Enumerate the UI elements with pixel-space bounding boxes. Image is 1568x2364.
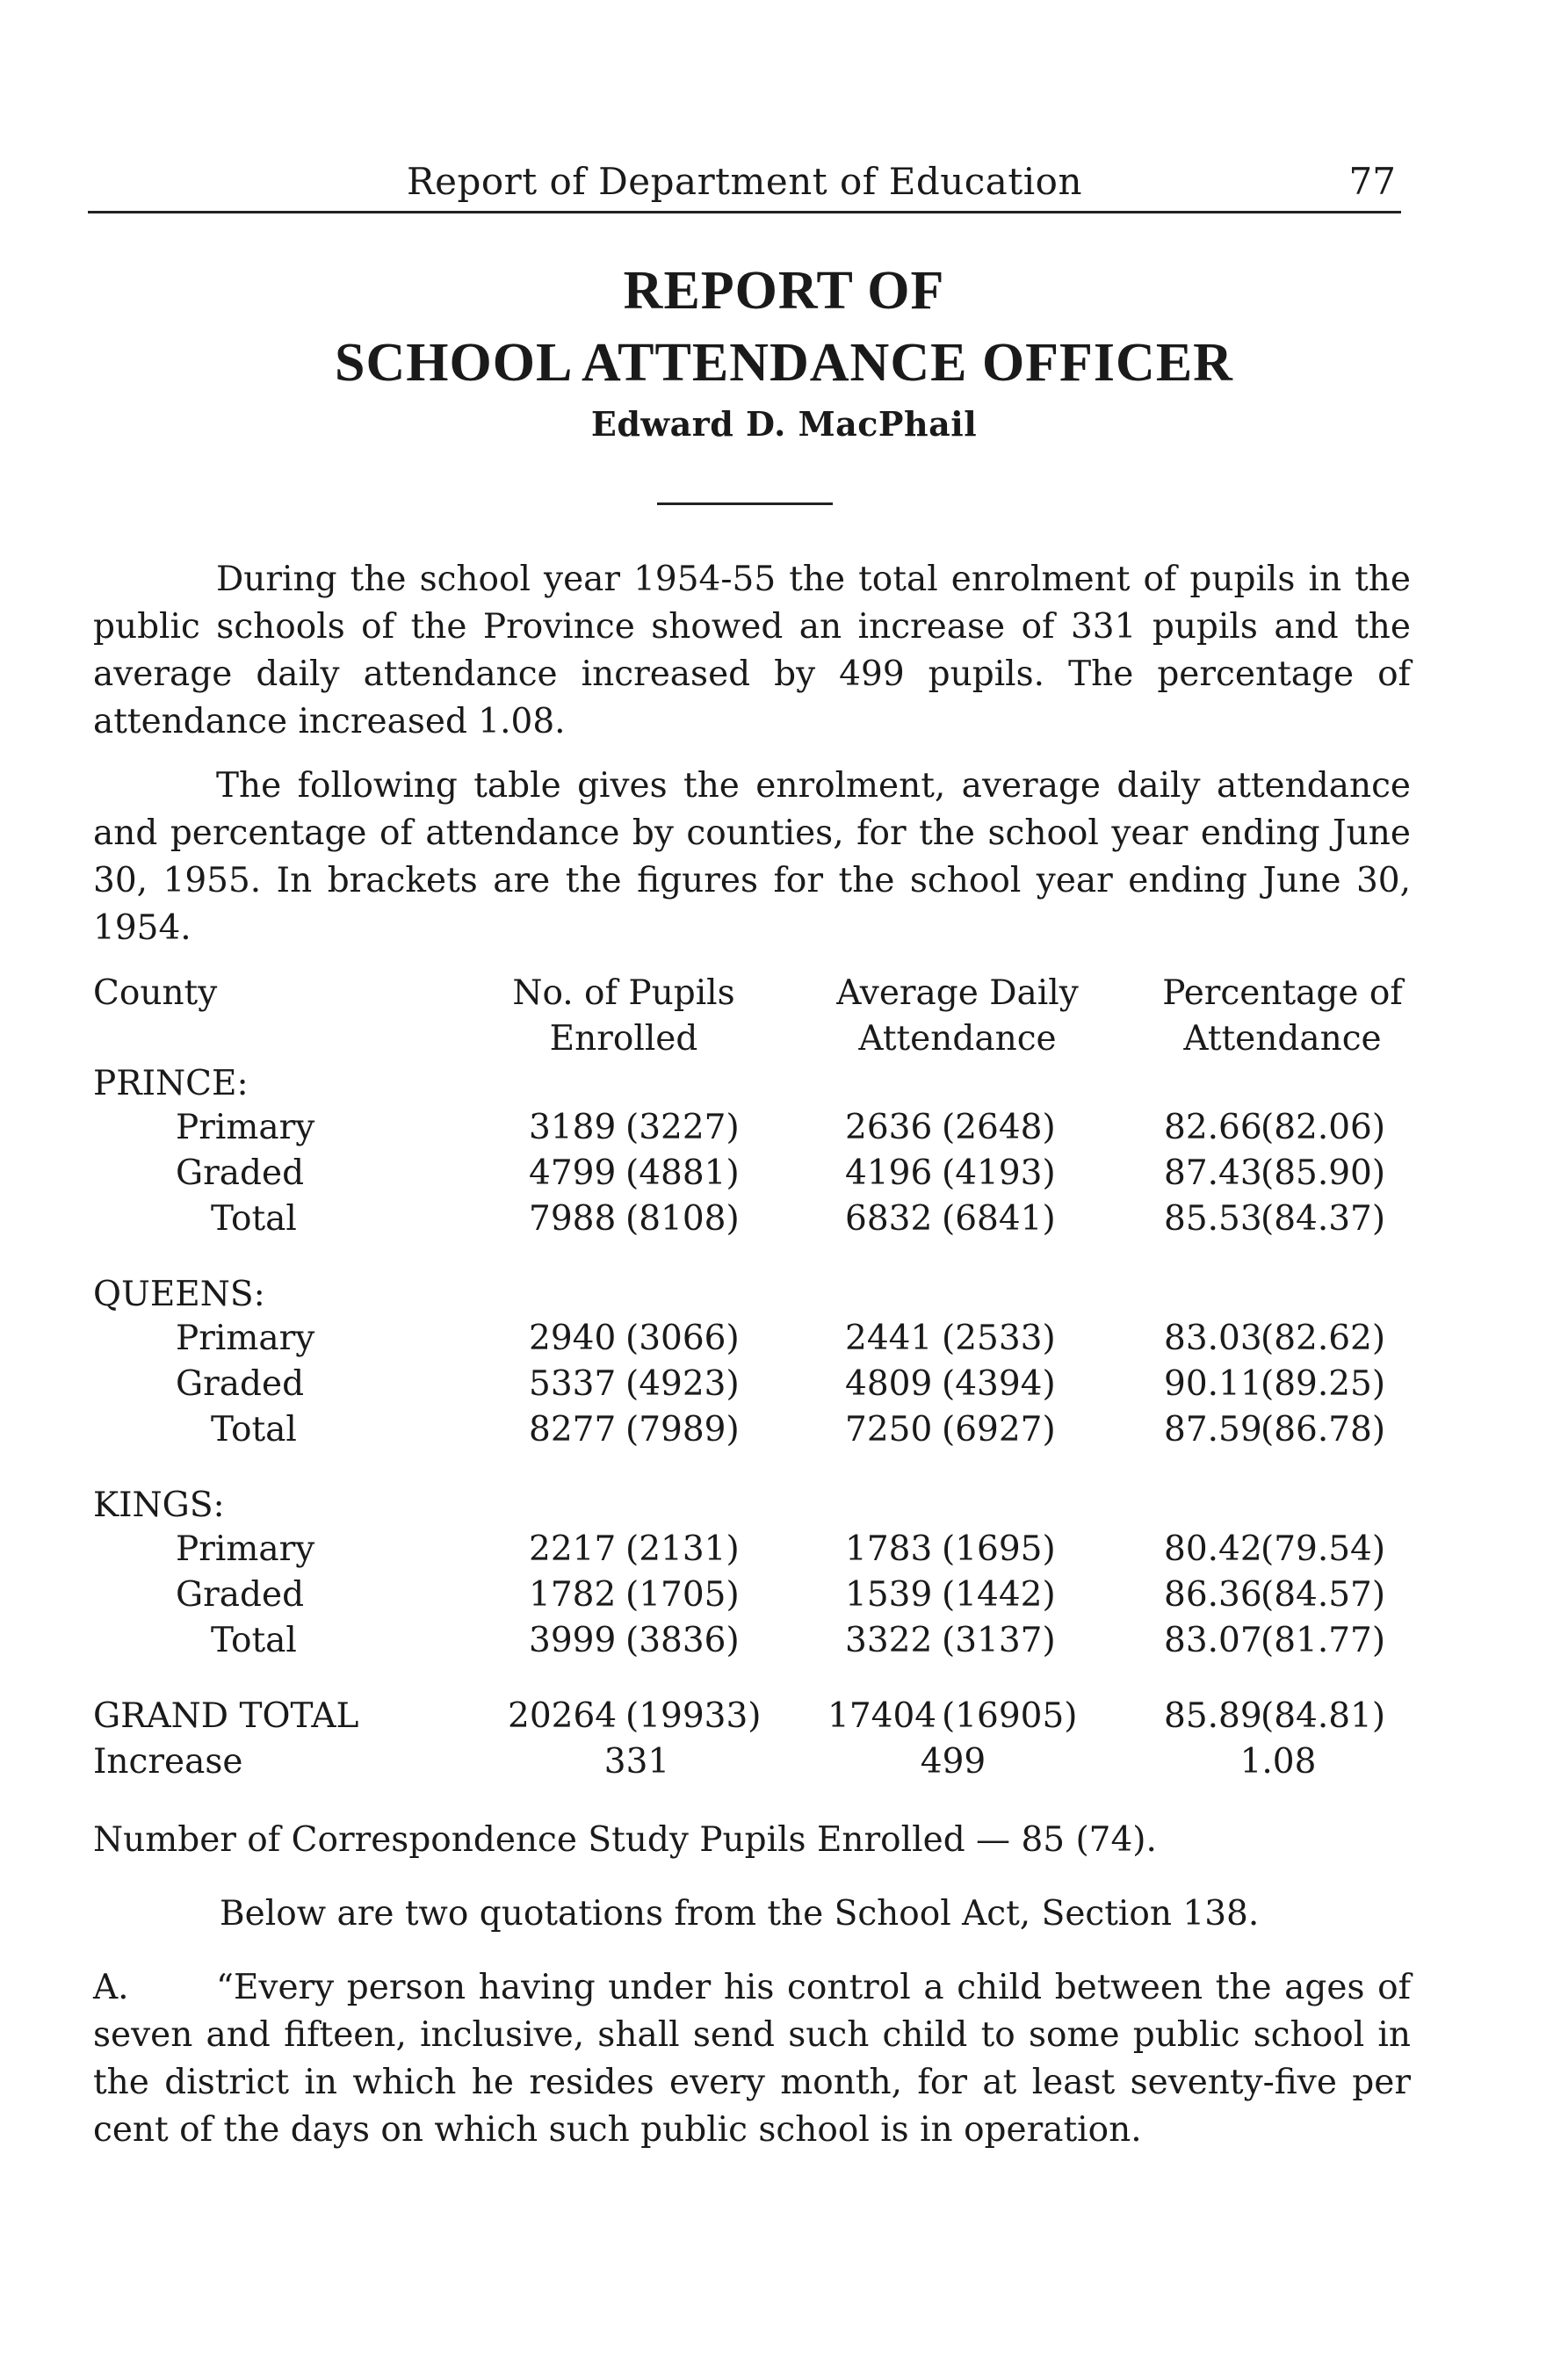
column-header-average-daily-attendance (808, 971, 1107, 1062)
percentage-cell: 80.42(79.54) (1164, 1529, 1386, 1569)
county-name-prince: PRINCE: (93, 1064, 249, 1103)
avg-attendance-cell: 3322 (3137) (845, 1621, 1056, 1660)
enrolled-cell: 2940 (3066) (529, 1319, 740, 1358)
page-number: 77 (1348, 160, 1396, 203)
enrolled-cell: 3189 (3227) (529, 1108, 740, 1147)
row-label: Total (211, 1410, 297, 1449)
row-label: Primary (176, 1529, 315, 1569)
county-name-queens: QUEENS: (93, 1275, 265, 1314)
percentage-cell: 87.43(85.90) (1164, 1153, 1386, 1193)
row-label: Primary (176, 1108, 315, 1147)
enrolled-cell: 2217 (2131) (529, 1529, 740, 1569)
percentage-cell: 83.07(81.77) (1164, 1621, 1386, 1660)
row-label: Total (211, 1199, 297, 1239)
column-header-avg-line-1: Average Daily (836, 973, 1079, 1013)
paragraph-table-intro: The following table gives the enrolment, average daily attendance and percentage of attendance by counties, for the school year ending June 30, 1955. In brackets are the figures for the school year ending June 30, 1954. (93, 766, 1411, 948)
row-label: Primary (176, 1319, 315, 1358)
enrolled-cell: 7988 (8108) (529, 1199, 740, 1239)
column-header-pct-line-1: Percentage of (1162, 973, 1403, 1013)
percentage-cell: 82.66(82.06) (1164, 1108, 1386, 1147)
grand-total-enrolled: 20264 (19933) (508, 1696, 762, 1736)
column-header-county: County (93, 973, 218, 1013)
report-title-line-2: SCHOOL ATTENDANCE OFFICER (335, 333, 1233, 393)
avg-attendance-cell: 6832 (6841) (845, 1199, 1056, 1239)
avg-attendance-cell: 2441 (2533) (845, 1319, 1056, 1358)
running-head-title: Report of Department of Education (407, 160, 1082, 203)
row-label: Graded (176, 1364, 305, 1404)
percentage-cell: 83.03(82.62) (1164, 1319, 1386, 1358)
paragraph-enrolment-summary: During the school year 1954-55 the total enrolment of pupils in the public schools of the Province showed an increase of 331 pupils and the average daily attendance increased by 499 pupils. The percentage of attendance increased 1.08. (93, 560, 1411, 741)
row-label: Graded (176, 1575, 305, 1615)
percentage-cell: 90.11(89.25) (1164, 1364, 1386, 1404)
avg-attendance-cell: 7250 (6927) (845, 1410, 1056, 1449)
enrolled-cell: 3999 (3836) (529, 1621, 740, 1660)
column-header-pupils-enrolled (474, 971, 773, 1062)
avg-attendance-cell: 1539 (1442) (845, 1575, 1056, 1615)
enrolled-cell: 5337 (4923) (529, 1364, 740, 1404)
percentage-cell: 85.53(84.37) (1164, 1199, 1386, 1239)
row-label: Total (211, 1621, 297, 1660)
column-header-avg-line-2: Attendance (858, 1019, 1057, 1059)
percentage-cell: 86.36(84.57) (1164, 1575, 1386, 1615)
increase-enrolled: 331 (603, 1742, 670, 1782)
grand-total-percentage: 85.89(84.81) (1164, 1696, 1386, 1736)
increase-label: Increase (93, 1742, 243, 1782)
enrolled-cell: 1782 (1705) (529, 1575, 740, 1615)
percentage-cell: 87.59(86.78) (1164, 1410, 1386, 1449)
column-header-percentage-attendance (1142, 971, 1423, 1062)
row-label: Graded (176, 1153, 305, 1193)
running-head (88, 158, 1401, 213)
grand-total-avg-attendance: 17404 (16905) (827, 1696, 1078, 1736)
avg-attendance-cell: 2636 (2648) (845, 1108, 1056, 1147)
quote-a-marker: A. (93, 1968, 129, 2007)
county-name-kings: KINGS: (93, 1486, 225, 1525)
title-divider (657, 502, 833, 505)
column-header-pct-line-2: Attendance (1183, 1019, 1382, 1059)
correspondence-pupils-line: Number of Correspondence Study Pupils Enrolled — 85 (74). (93, 1820, 1157, 1860)
quote-a-text: “Every person having under his control a child between the ages of seven and fifteen, inclusive, shall send such child to some public school in the district in which he resides every month, for at least seventy-five per cent of the days on which such public school is in operation. (93, 1968, 1411, 2150)
quotations-intro: Below are two quotations from the School Act, Section 138. (220, 1894, 1260, 1934)
avg-attendance-cell: 1783 (1695) (845, 1529, 1056, 1569)
column-header-pupils-line-2: Enrolled (549, 1019, 698, 1059)
grand-total-label: GRAND TOTAL (93, 1696, 359, 1736)
avg-attendance-cell: 4196 (4193) (845, 1153, 1056, 1193)
increase-avg-attendance: 499 (920, 1742, 986, 1782)
enrolled-cell: 8277 (7989) (529, 1410, 740, 1449)
avg-attendance-cell: 4809 (4394) (845, 1364, 1056, 1404)
enrolled-cell: 4799 (4881) (529, 1153, 740, 1193)
increase-percentage: 1.08 (1239, 1742, 1317, 1782)
report-title-line-1: REPORT OF (623, 261, 945, 321)
column-header-pupils-line-1: No. of Pupils (512, 973, 735, 1013)
report-author: Edward D. MacPhail (590, 404, 978, 444)
